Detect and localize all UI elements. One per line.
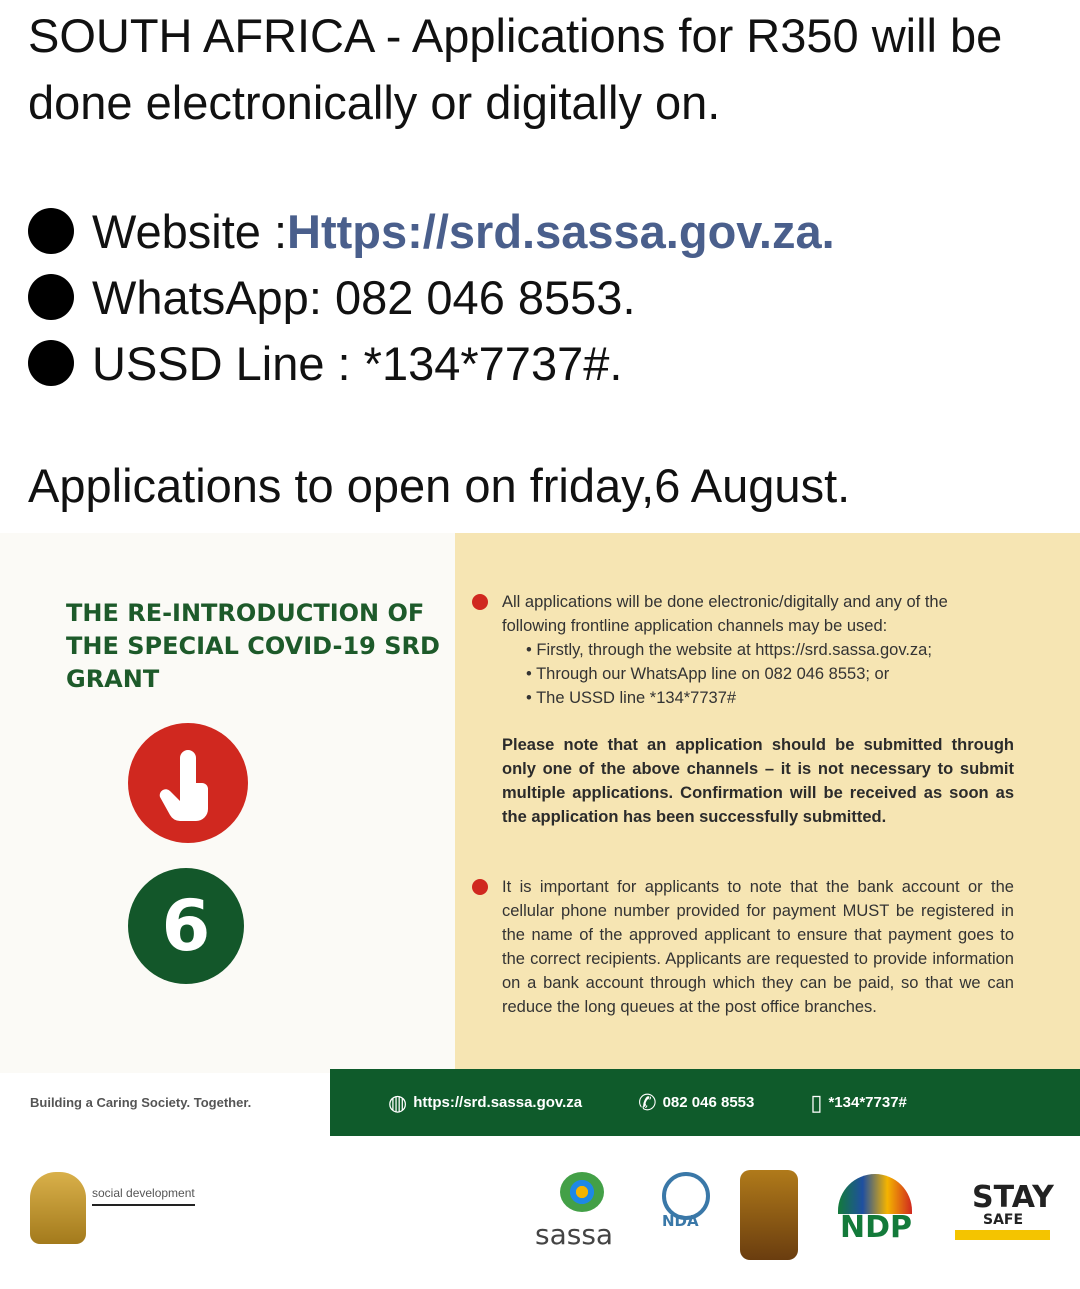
hand-tap-icon [128, 723, 248, 843]
sassa-logo-text: sassa [535, 1218, 614, 1251]
list-item-whatsapp [28, 264, 1068, 330]
channel-list [28, 198, 1068, 396]
bullet-icon [472, 879, 488, 895]
stay-safe-subtext: SAFE [983, 1212, 1024, 1228]
list-item: • Firstly, through the website at https://srd.sassa.gov.za; [526, 638, 1014, 662]
list-item-ussd [28, 330, 1068, 396]
contact-ussd[interactable] [810, 1090, 907, 1116]
contact-ussd-text: *134*7737# [828, 1094, 907, 1111]
post-text [28, 0, 1068, 513]
centenary-logo-icon [740, 1170, 798, 1260]
globe-icon: ◍ [388, 1089, 408, 1115]
number-badge: 6 [128, 868, 244, 984]
dept-logo-text: social development [92, 1186, 195, 1206]
phone-icon: ▯ [810, 1089, 823, 1115]
website-link[interactable]: Https://srd.sassa.gov.za. [287, 204, 835, 258]
nda-logo-text: NDA [662, 1212, 699, 1230]
poster-tagline: Building a Caring Society. Together. [30, 1095, 252, 1110]
sassa-logo-icon [560, 1172, 604, 1212]
list-item: • Through our WhatsApp line on 082 046 8553; or [526, 662, 1014, 686]
info-paragraph-1 [502, 590, 1014, 710]
contact-bar [330, 1069, 1080, 1136]
post-headline: SOUTH AFRICA - Applications for R350 will be done electronically or digitally on. [28, 9, 1003, 129]
contact-website[interactable] [388, 1090, 582, 1116]
bullet-icon [28, 274, 74, 320]
info-paragraph-3: It is important for applicants to note that the bank account or the cellular phone number provided for payment MUST be registered in the name of the approved applicant to ensure that payment goes to the correct recipients. Applicants are requested to provide information on a bank account through which they can be paid, so that we can reduce the long queues at the post office branches. [502, 878, 1014, 1016]
whatsapp-label: WhatsApp: 082 046 8553. [92, 270, 636, 324]
whatsapp-icon: ✆ [638, 1089, 657, 1115]
list-item-website [28, 198, 1068, 264]
poster-title: THE RE-INTRODUCTION OF THE SPECIAL COVID-19 SRD GRANT [66, 599, 440, 693]
stay-safe-banner [955, 1230, 1050, 1240]
poster-image[interactable] [0, 533, 1080, 1143]
bullet-icon [28, 208, 74, 254]
info-paragraph-2: Please note that an application should be submitted through only one of the above channels – it is not necessary to submit multiple applications. Confirmation will be received as soon as the application has been successfully submitted. [502, 736, 1014, 826]
channel-sublist [502, 638, 1014, 710]
website-label: Website : [92, 204, 288, 258]
contact-whatsapp-text: 082 046 8553 [662, 1094, 755, 1111]
coat-of-arms-icon [30, 1172, 86, 1244]
info-intro: All applications will be done electronic/digitally and any of the following frontline application channels may be used: [502, 593, 948, 635]
list-item: • The USSD line *134*7737# [526, 686, 1014, 710]
stay-safe-logo-text: STAY [972, 1180, 1054, 1215]
contact-whatsapp[interactable] [638, 1090, 754, 1116]
post-closing: Applications to open on friday,6 August. [28, 459, 851, 512]
ussd-label: USSD Line : *134*7737#. [92, 336, 623, 390]
bullet-icon [28, 340, 74, 386]
ndp-logo-icon [838, 1174, 912, 1214]
bullet-icon [472, 594, 488, 610]
contact-website-text: https://srd.sassa.gov.za [413, 1094, 583, 1111]
logo-strip [0, 1150, 1080, 1270]
ndp-logo-text: NDP [840, 1210, 912, 1245]
